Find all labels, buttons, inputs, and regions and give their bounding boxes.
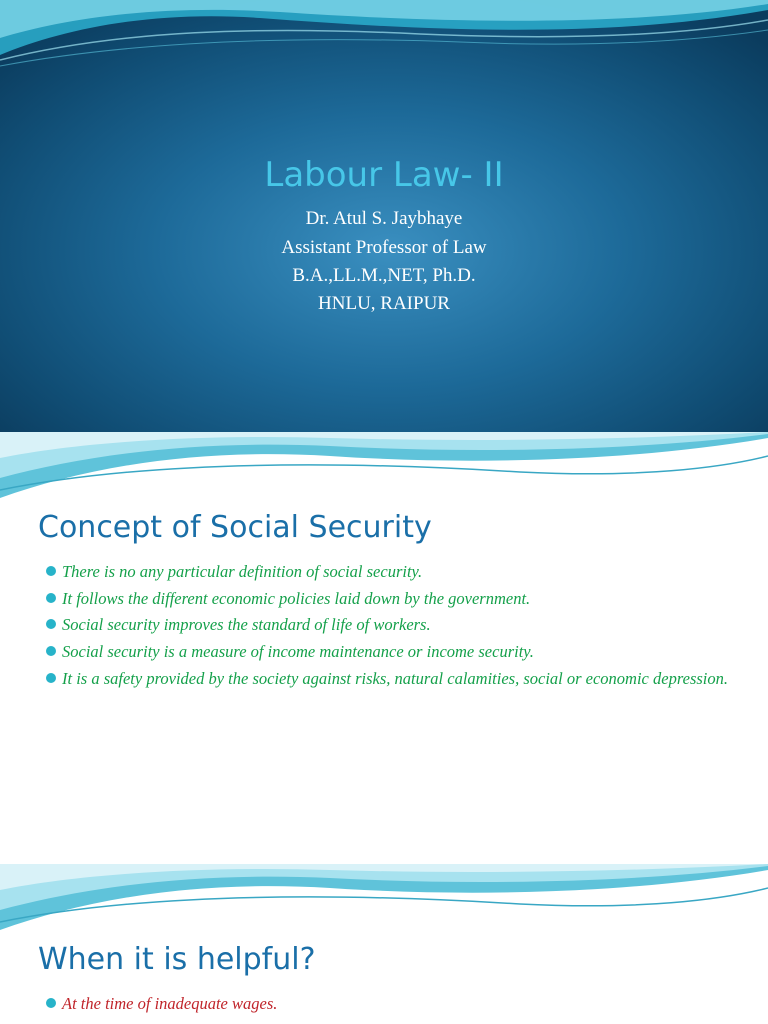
bullet-item: Social security is a measure of income maintenance or income security. <box>46 640 736 663</box>
slide-heading: When it is helpful? <box>38 942 316 977</box>
bullet-item: Social security improves the standard of life of workers. <box>46 613 736 636</box>
bullet-icon <box>46 673 56 683</box>
decorative-waves <box>0 864 768 934</box>
decorative-waves <box>0 432 768 502</box>
bullet-item: It is a safety provided by the society against risks, natural calamities, social or economic depression. <box>46 667 736 690</box>
slide-heading: Concept of Social Security <box>38 510 432 545</box>
bullet-item: It follows the different economic policies laid down by the government. <box>46 587 736 610</box>
author-position: Assistant Professor of Law <box>281 237 487 258</box>
author-institution: HNLU, RAIPUR <box>318 293 450 314</box>
author-degrees: B.A.,LL.M.,NET, Ph.D. <box>292 265 476 286</box>
bullet-item: There is no any particular definition of social security. <box>46 560 736 583</box>
author-name: Dr. Atul S. Jaybhaye <box>305 208 463 229</box>
bullet-icon <box>46 566 56 576</box>
content-slide <box>0 432 768 864</box>
content-slide <box>0 864 768 1024</box>
slide-title: Labour Law- II <box>264 155 504 195</box>
bullet-icon <box>46 998 56 1008</box>
title-slide <box>0 0 768 432</box>
bullet-icon <box>46 593 56 603</box>
bullet-icon <box>46 646 56 656</box>
decorative-waves <box>0 0 768 80</box>
bullet-item: At the time of inadequate wages. <box>46 992 736 1015</box>
bullet-icon <box>46 619 56 629</box>
